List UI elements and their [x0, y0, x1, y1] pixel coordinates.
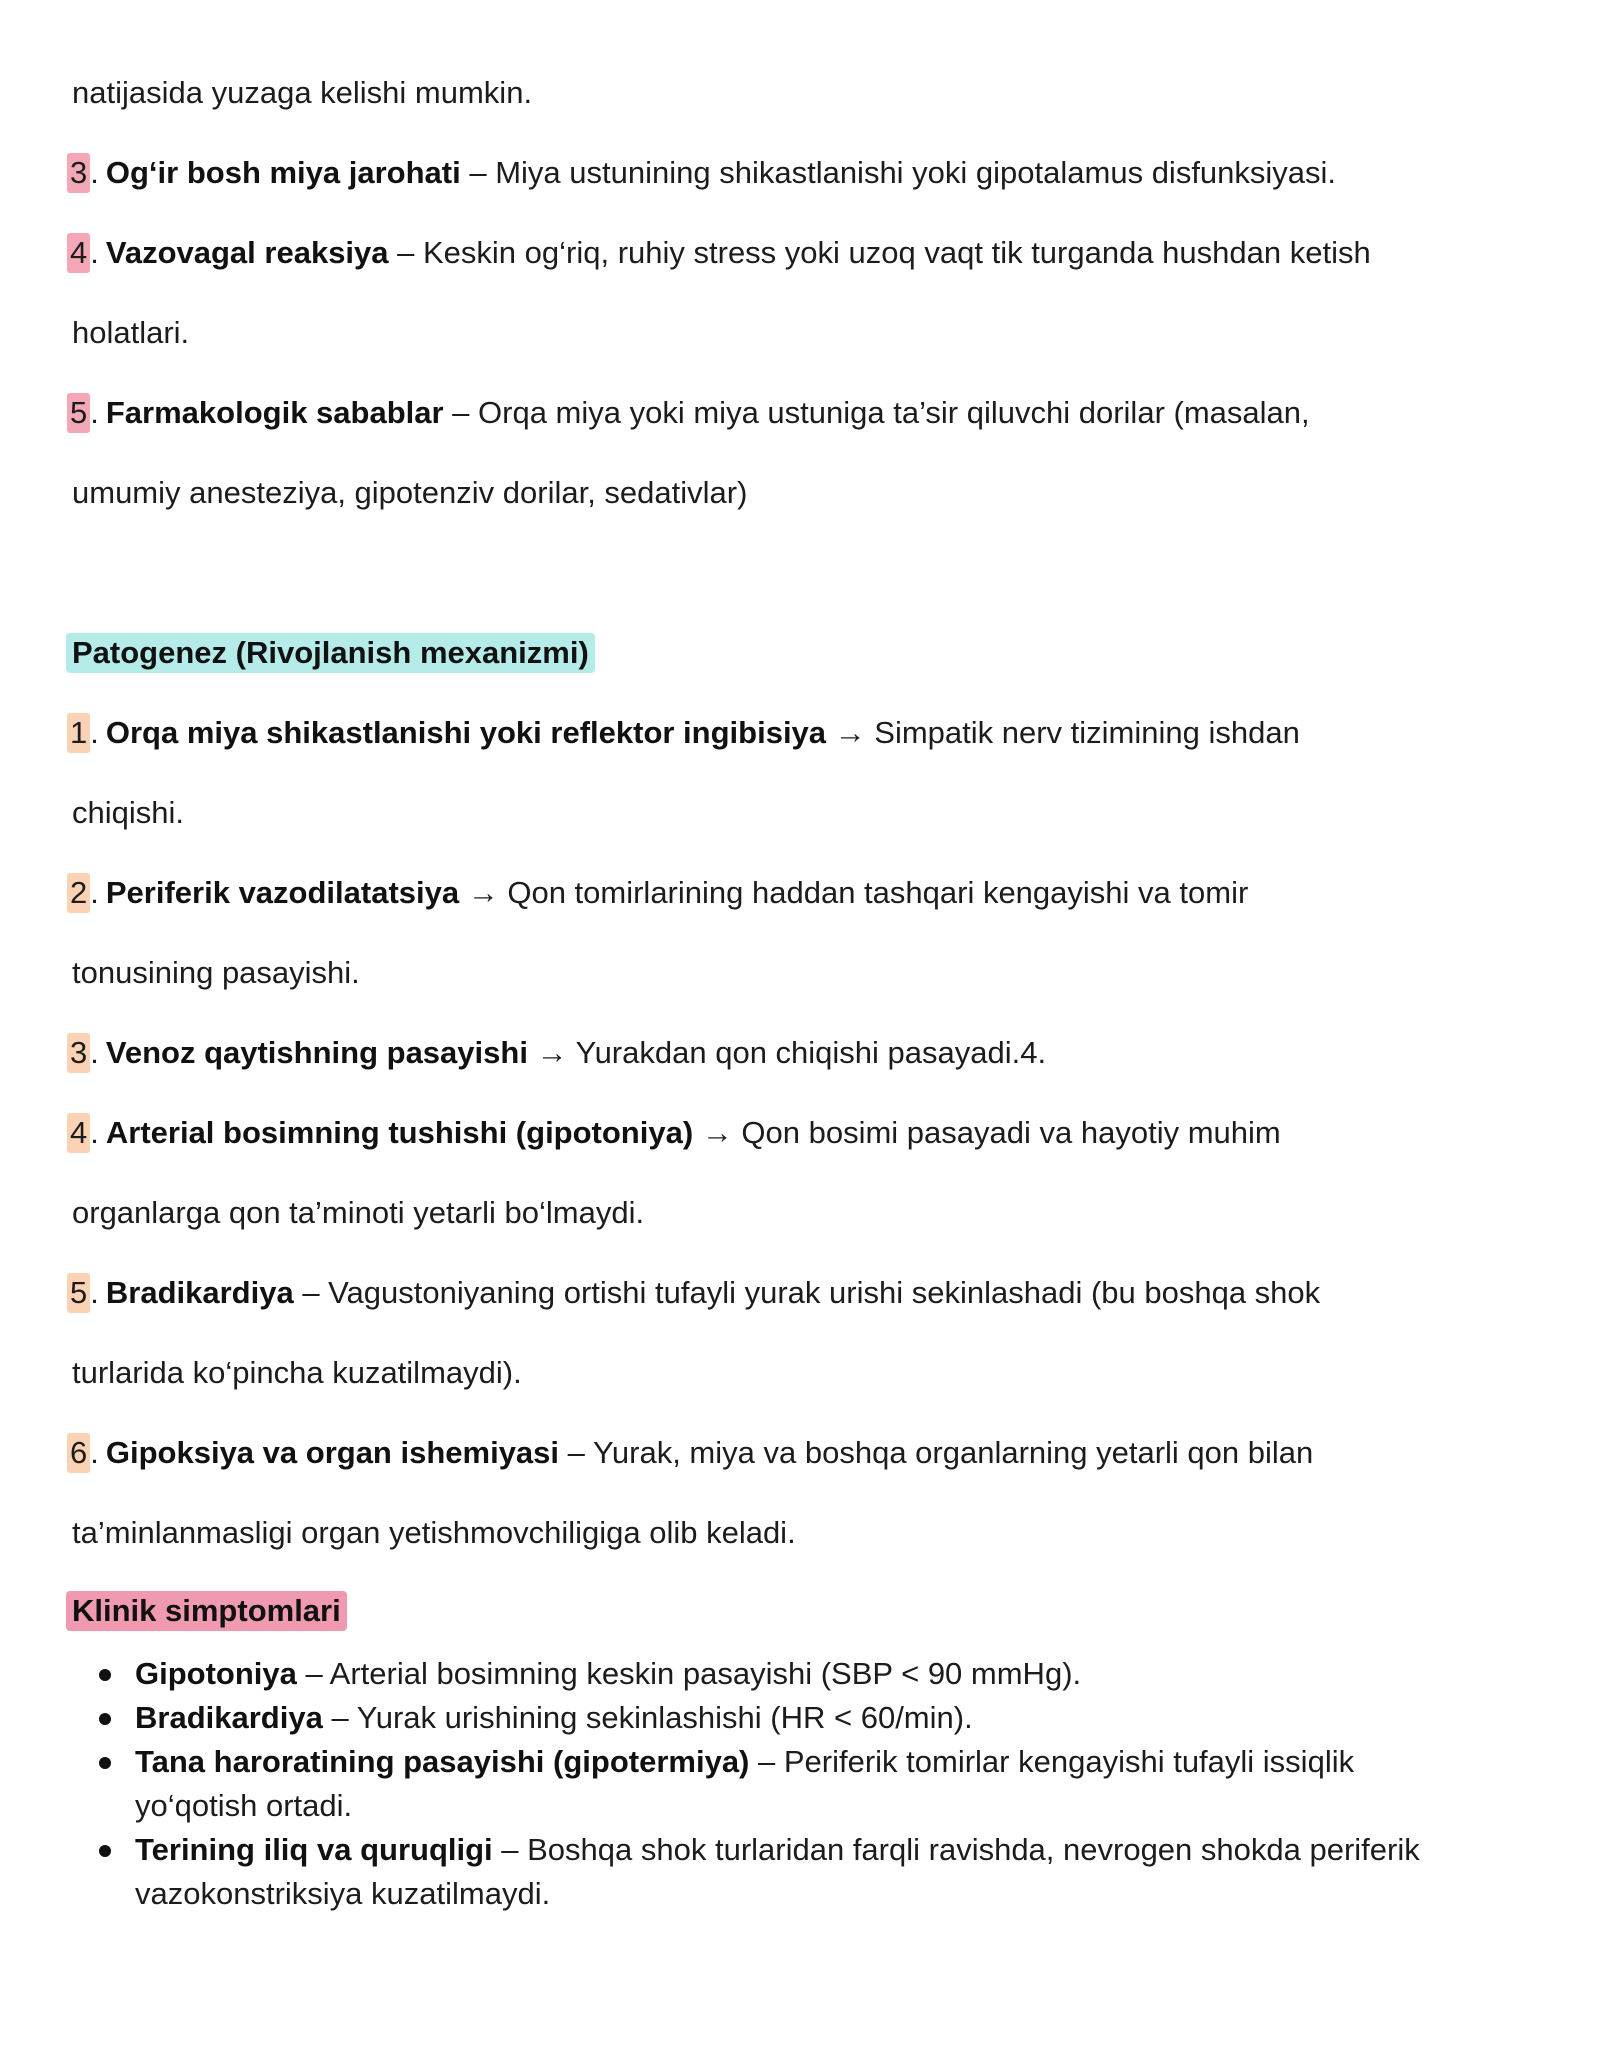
bullet-icon	[99, 1669, 111, 1681]
cause-item-3: 3. Og‘ir bosh miya jarohati – Miya ustunining shikastlanishi yoki gipotalamus disfunksiyasi.	[72, 153, 1336, 193]
cause-item-5: 5. Farmakologik sabablar – Orqa miya yoki miya ustuniga ta’sir qiluvchi dorilar (masalan,	[72, 393, 1310, 433]
pathogenesis-item-text: → Yurakdan qon chiqishi pasayadi.4.	[527, 1035, 1047, 1070]
list-item	[72, 1652, 1532, 1696]
pathogenesis-item-number: 1	[67, 713, 90, 753]
symptom-text: – Arterial bosimning keskin pasayishi (SBP < 90 mmHg).	[296, 1656, 1082, 1691]
cause-item-text: – Miya ustunining shikastlanishi yoki gipotalamus disfunksiyasi.	[460, 155, 1337, 190]
pathogenesis-item-number: 6	[67, 1433, 90, 1473]
pathogenesis-item-2-continuation: tonusining pasayishi.	[72, 955, 360, 990]
cause-item-5-continuation: umumiy anesteziya, gipotenziv dorilar, sedativlar)	[72, 475, 748, 510]
pathogenesis-item-text: – Yurak, miya va boshqa organlarning yetarli qon bilan	[559, 1435, 1314, 1470]
cause-item-text: – Keskin og‘riq, ruhiy stress yoki uzoq vaqt tik turganda hushdan ketish	[388, 235, 1371, 270]
pathogenesis-item-number: 5	[67, 1273, 90, 1313]
symptom-text-continuation: vazokonstriksiya kuzatilmaydi.	[135, 1876, 551, 1911]
bullet-icon	[99, 1713, 111, 1725]
cause-item-number: 3	[67, 153, 90, 193]
pathogenesis-item-title: Venoz qaytishning pasayishi	[105, 1035, 528, 1070]
pathogenesis-item-1: 1. Orqa miya shikastlanishi yoki reflektor ingibisiya → Simpatik nerv tizimining ishdan	[72, 713, 1300, 753]
cause-item-number: 5	[67, 393, 90, 433]
pathogenesis-item-4: 4. Arterial bosimning tushishi (gipotoniya) → Qon bosimi pasayadi va hayotiy muhim	[72, 1113, 1281, 1153]
causes-intro-continuation: natijasida yuzaga kelishi mumkin.	[72, 75, 533, 110]
cause-item-title: Farmakologik sabablar	[105, 395, 444, 430]
cause-item-4: 4. Vazovagal reaksiya – Keskin og‘riq, ruhiy stress yoki uzoq vaqt tik turganda hushdan ketish	[72, 233, 1371, 273]
cause-item-text: – Orqa miya yoki miya ustuniga ta’sir qiluvchi dorilar (masalan,	[443, 395, 1310, 430]
bullet-icon	[99, 1757, 111, 1769]
pathogenesis-item-number: 3	[67, 1033, 90, 1073]
pathogenesis-item-2: 2. Periferik vazodilatatsiya → Qon tomirlarining haddan tashqari kengayishi va tomir	[72, 873, 1248, 913]
pathogenesis-item-text: – Vagustoniyaning ortishi tufayli yurak urishi sekinlashadi (bu boshqa shok	[293, 1275, 1321, 1310]
list-item	[72, 1740, 1532, 1828]
cause-item-4-continuation: holatlari.	[72, 315, 190, 350]
pathogenesis-item-text: → Qon bosimi pasayadi va hayotiy muhim	[693, 1115, 1281, 1150]
pathogenesis-item-3: 3. Venoz qaytishning pasayishi → Yurakdan qon chiqishi pasayadi.4.	[72, 1033, 1046, 1073]
symptom-title: Terining iliq va quruqligi	[135, 1832, 493, 1867]
pathogenesis-item-5: 5. Bradikardiya – Vagustoniyaning ortishi tufayli yurak urishi sekinlashadi (bu boshqa shok	[72, 1273, 1320, 1313]
bullet-icon	[99, 1845, 111, 1857]
pathogenesis-item-title: Periferik vazodilatatsiya	[105, 875, 460, 910]
pathogenesis-item-1-continuation: chiqishi.	[72, 795, 184, 830]
symptom-text: – Periferik tomirlar kengayishi tufayli issiqlik	[749, 1744, 1355, 1779]
pathogenesis-item-text: → Qon tomirlarining haddan tashqari kengayishi va tomir	[459, 875, 1249, 910]
pathogenesis-item-4-continuation: organlarga qon ta’minoti yetarli bo‘lmaydi.	[72, 1195, 645, 1230]
pathogenesis-item-title: Arterial bosimning tushishi (gipotoniya)	[105, 1115, 694, 1150]
symptom-title: Gipotoniya	[135, 1656, 297, 1691]
cause-item-title: Og‘ir bosh miya jarohati	[105, 155, 461, 190]
cause-item-number: 4	[67, 233, 90, 273]
symptom-title: Tana haroratining pasayishi (gipotermiya)	[135, 1744, 750, 1779]
cause-item-title: Vazovagal reaksiya	[105, 235, 389, 270]
pathogenesis-heading: Patogenez (Rivojlanish mexanizmi)	[66, 633, 595, 673]
pathogenesis-item-number: 2	[67, 873, 90, 913]
list-item	[72, 1696, 1532, 1740]
symptom-title: Bradikardiya	[135, 1700, 323, 1735]
pathogenesis-item-text: → Simpatik nerv tizimining ishdan	[826, 715, 1300, 750]
symptom-text-continuation: yo‘qotish ortadi.	[135, 1788, 353, 1823]
pathogenesis-item-6-continuation: ta’minlanmasligi organ yetishmovchiligiga olib keladi.	[72, 1515, 796, 1550]
list-item	[72, 1828, 1532, 1916]
pathogenesis-item-5-continuation: turlarida ko‘pincha kuzatilmaydi).	[72, 1355, 522, 1390]
symptom-text: – Yurak urishining sekinlashishi (HR < 60/min).	[322, 1700, 973, 1735]
symptom-text: – Boshqa shok turlaridan farqli ravishda, nevrogen shokda periferik	[492, 1832, 1420, 1867]
symptoms-heading: Klinik simptomlari	[66, 1591, 347, 1631]
pathogenesis-item-title: Bradikardiya	[105, 1275, 294, 1310]
symptoms-list	[72, 1652, 1532, 1916]
pathogenesis-item-number: 4	[67, 1113, 90, 1153]
pathogenesis-item-title: Gipoksiya va organ ishemiyasi	[105, 1435, 560, 1470]
pathogenesis-item-title: Orqa miya shikastlanishi yoki reflektor ingibisiya	[105, 715, 827, 750]
pathogenesis-item-6: 6. Gipoksiya va organ ishemiyasi – Yurak, miya va boshqa organlarning yetarli qon bilan	[72, 1433, 1313, 1473]
